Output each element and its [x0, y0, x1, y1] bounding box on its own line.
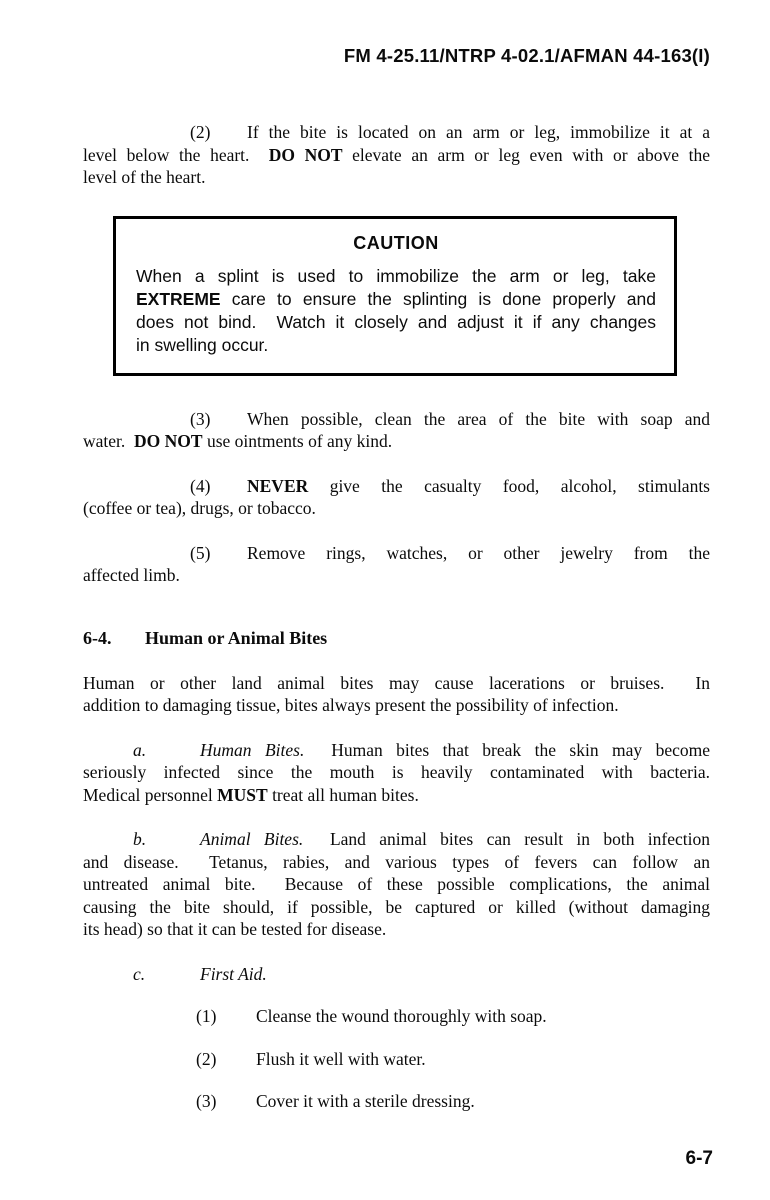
text-line	[83, 497, 710, 520]
text-line	[83, 144, 710, 167]
paragraph-label: (3)	[196, 1091, 217, 1111]
text-run: seriously infected since the mouth is heavily contaminated with bacteria.	[83, 762, 710, 782]
section-title: Human or Animal Bites	[145, 627, 328, 648]
bold-text: NEVER	[247, 475, 309, 496]
page-header: FM 4-25.11/NTRP 4-02.1/AFMAN 44-163(I)	[343, 45, 710, 66]
text-line	[136, 288, 656, 311]
paragraph	[83, 963, 710, 986]
caution-title: CAUTION	[353, 232, 439, 253]
text-line	[83, 828, 710, 851]
italic-text: Human Bites.	[200, 739, 305, 760]
text-line	[83, 1048, 710, 1071]
text-run: addition to damaging tissue, bites always present the possibility of infection.	[83, 695, 619, 715]
bold-text: DO NOT	[268, 144, 343, 165]
paragraph-label: (3)	[190, 408, 211, 429]
paragraph-label: (1)	[196, 1006, 217, 1026]
text-run: untreated animal bite. Because of these possible complications, the animal	[83, 874, 710, 894]
text-line	[83, 963, 710, 986]
paragraph-label: a.	[133, 739, 147, 760]
text-line	[83, 475, 710, 498]
section-heading	[83, 627, 710, 650]
text-run: level of the heart.	[83, 167, 206, 187]
text-run: If the bite is located on an arm or leg, immobilize it at a	[247, 122, 710, 142]
text-run: Human bites that break the skin may become	[304, 739, 710, 760]
list-item	[83, 1048, 710, 1071]
text-run: water.	[83, 431, 135, 451]
paragraph-label: (2)	[196, 1048, 217, 1069]
text-line	[83, 761, 710, 784]
text-line	[83, 896, 710, 919]
italic-text: First Aid.	[200, 963, 267, 984]
text-run: elevate an arm or leg even with or above the	[342, 144, 710, 165]
paragraph	[83, 121, 710, 189]
text-run: in swelling occur.	[136, 334, 269, 355]
paragraph-label: (5)	[190, 542, 211, 563]
text-run: Human or other land animal bites may cause lacerations or bruises. In	[83, 672, 710, 693]
text-line	[83, 918, 710, 941]
list-item	[83, 1005, 710, 1028]
bold-text: EXTREME	[136, 288, 221, 309]
paragraph	[83, 475, 710, 520]
paragraph-label: b.	[133, 829, 147, 849]
text-line	[83, 851, 710, 874]
paragraph	[83, 672, 710, 717]
paragraph	[83, 828, 710, 941]
text-line	[83, 430, 710, 453]
text-line	[83, 121, 710, 144]
paragraph-label: (4)	[190, 475, 211, 496]
text-run: Flush it well with water.	[256, 1048, 426, 1069]
italic-text: Animal Bites.	[200, 829, 304, 849]
text-line	[136, 265, 656, 288]
text-line	[83, 1090, 710, 1113]
document-content	[83, 121, 710, 1113]
text-run: use ointments of any kind.	[202, 431, 393, 451]
text-line	[83, 672, 710, 695]
page-number: 6-7	[685, 1148, 713, 1169]
text-run: (coffee or tea), drugs, or tobacco.	[83, 498, 316, 518]
text-line	[83, 1005, 710, 1028]
text-run: give the casualty food, alcohol, stimulants	[308, 475, 710, 496]
text-run: When possible, clean the area of the bite with soap and	[247, 408, 710, 429]
paragraph-label: c.	[133, 963, 146, 984]
text-run: level below the heart.	[83, 144, 269, 165]
paragraph	[83, 408, 710, 453]
text-run: treat all human bites.	[267, 784, 419, 805]
text-run: When a splint is used to immobilize the arm or leg, take	[136, 265, 656, 286]
text-run: does not bind. Watch it closely and adjust it if any changes	[136, 311, 656, 332]
caution-box	[113, 216, 677, 376]
text-run: causing the bite should, if possible, be captured or killed (without damaging	[83, 896, 710, 917]
text-run: and disease. Tetanus, rabies, and various types of fevers can follow an	[83, 851, 710, 872]
text-line	[136, 334, 656, 357]
paragraph	[83, 739, 710, 807]
text-run: Remove rings, watches, or other jewelry from the	[247, 542, 710, 563]
text-line	[83, 873, 710, 896]
paragraph	[83, 542, 710, 587]
text-run: care to ensure the splinting is done properly and	[220, 288, 656, 309]
bold-text: MUST	[217, 784, 268, 805]
bold-text: DO NOT	[134, 431, 203, 451]
text-line	[83, 694, 710, 717]
text-line	[83, 564, 710, 587]
text-run: Cover it with a sterile dressing.	[256, 1091, 475, 1111]
text-line	[136, 311, 656, 334]
text-run: affected limb.	[83, 565, 180, 585]
text-run: Land animal bites can result in both infection	[303, 829, 711, 849]
text-run: Cleanse the wound thoroughly with soap.	[256, 1006, 547, 1026]
text-line	[83, 408, 710, 431]
paragraph-label: (2)	[190, 122, 211, 142]
section-number: 6-4.	[83, 627, 112, 648]
text-line	[83, 784, 710, 807]
text-line	[83, 739, 710, 762]
text-line	[83, 166, 710, 189]
text-run: Medical personnel	[83, 784, 218, 805]
list-item	[83, 1090, 710, 1113]
text-run: its head) so that it can be tested for disease.	[83, 919, 387, 939]
text-line	[83, 542, 710, 565]
